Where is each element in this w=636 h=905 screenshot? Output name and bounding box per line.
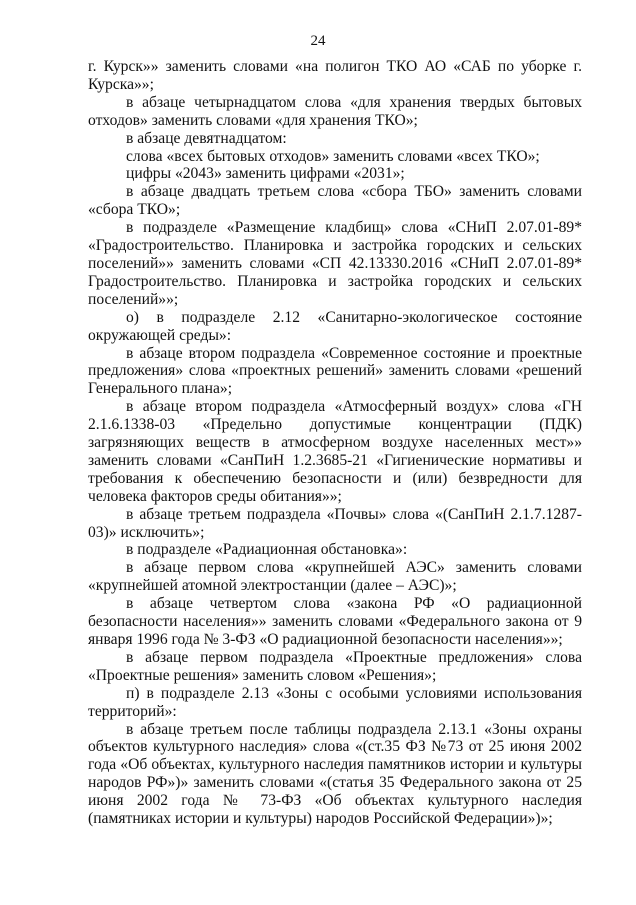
paragraph: в абзаце четвертом слова «закона РФ «О радиационной безопасности населения»» заменить словами «Федерального закона от 9 января 1996 года № 3-ФЗ «О радиационной безопасности населения»»; xyxy=(88,595,582,648)
paragraph: цифры «2043» заменить цифрами «2031»; xyxy=(126,165,405,183)
paragraph: в подразделе «Радиационная обстановка»: xyxy=(126,541,408,559)
paragraph: в абзаце втором подраздела «Атмосферный воздух» слова «ГН 2.1.6.1338-03 «Предельно допустимые концентрации (ПДК) загрязняющих веществ в атмосферном воздухе населенных мест»» заменить словами «СанПиН 1.2.3685-21 «Гигиенические нормативы и требования к обеспечению безопасности и (или) безвредности для человека факторов среды обитания»»; xyxy=(88,398,582,505)
paragraph: в абзаце девятнадцатом: xyxy=(126,129,287,147)
paragraph: г. Курск»» заменить словами «на полигон ТКО АО «САБ по уборке г. Курска»»; xyxy=(88,58,582,93)
paragraph: в абзаце первом слова «крупнейшей АЭС» заменить словами «крупнейшей атомной электростанции (далее – АЭС)»; xyxy=(88,559,582,595)
paragraph: в подразделе «Размещение кладбищ» слова «СНиП 2.07.01-89* «Градостроительство. Планировка и застройка городских и сельских поселений»» заменить словами «СП 42.13330.2016 «СНиП 2.07.01-89* Градостроительство. Планировка и застройка городских и сельских поселений»»; xyxy=(88,219,582,308)
page-number: 24 xyxy=(310,33,326,49)
paragraph: в абзаце третьем подраздела «Почвы» слова «(СанПиН 2.1.7.1287-03)» исключить»; xyxy=(88,505,582,541)
paragraph: в абзаце четырнадцатом слова «для хранения твердых бытовых отходов» заменить словами «для хранения ТКО»; xyxy=(88,93,582,129)
document-body xyxy=(88,58,582,828)
paragraph: в абзаце третьем после таблицы подраздела 2.13.1 «Зоны охраны объектов культурного наследия» слова «(ст.35 ФЗ №73 от 25 июня 2002 года «Об объектах, культурного наследия памятников истории и культуры народов РФ»)» заменить словами «(статья 35 Федерального закона от 25 июня 2002 года № 73-ФЗ «Об объектах культурного наследия (памятниках истории и культуры) народов Российской Федерации»)»; xyxy=(88,720,582,828)
paragraph: о) в подразделе 2.12 «Санитарно-экологическое состояние окружающей среды»: xyxy=(88,308,582,344)
paragraph: п) в подразделе 2.13 «Зоны с особыми условиями использования территорий»: xyxy=(88,684,582,720)
paragraph: слова «всех бытовых отходов» заменить словами «всех ТКО»; xyxy=(126,147,540,165)
paragraph: в абзаце двадцать третьем слова «сбора ТБО» заменить словами «сбора ТКО»; xyxy=(88,183,582,219)
paragraph: в абзаце первом подраздела «Проектные предложения» слова «Проектные решения» заменить словом «Решения»; xyxy=(88,648,582,684)
paragraph: в абзаце втором подраздела «Современное состояние и проектные предложения» слова «проектных решений» заменить словами «решений Генерального плана»; xyxy=(88,344,582,398)
